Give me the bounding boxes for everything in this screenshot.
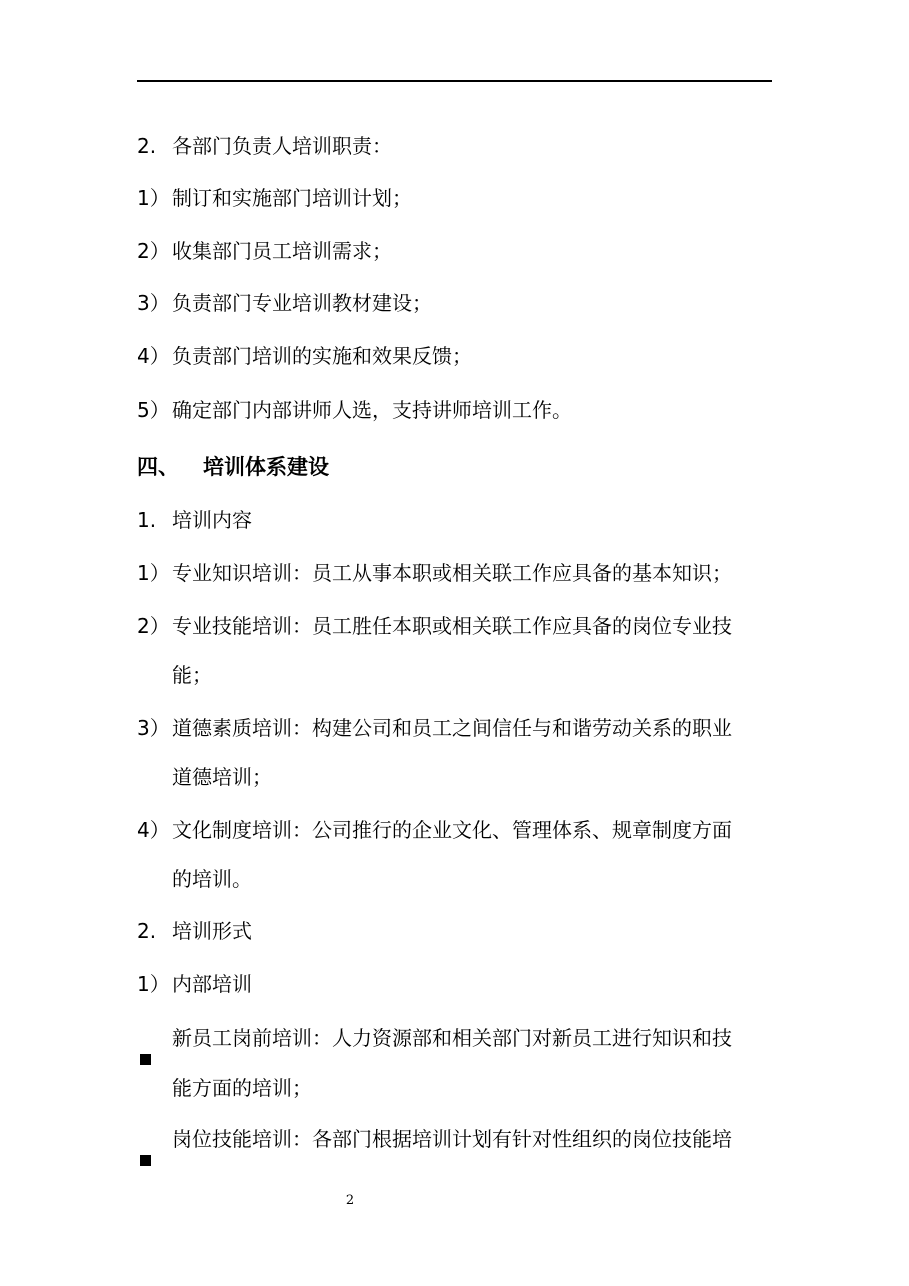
list-marker: 1） [137,561,170,585]
list-marker: 2） [137,614,170,638]
list-marker: 3） [137,716,170,740]
list-item-text: 内部培训 [172,972,252,996]
list-item-text: 专业知识培训：员工从事本职或相关联工作应具备的基本知识； [172,561,732,585]
list-item [137,612,732,640]
list-item-text: 负责部门专业培训教材建设； [172,291,432,315]
list-item-text: 各部门负责人培训职责： [172,134,392,158]
list-item-text: 道德培训； [172,765,272,789]
list-item-text: 收集部门员工培训需求； [172,239,392,263]
page-number: 2 [345,1193,355,1208]
list-item [137,714,732,742]
list-item-text: 专业技能培训：员工胜任本职或相关联工作应具备的岗位专业技 [172,614,732,638]
list-marker: 1. [137,508,157,532]
list-marker: 2. [137,134,157,158]
bullet-item-text: 能方面的培训； [172,1076,312,1100]
list-item-continuation [172,661,212,689]
list-item [137,559,732,587]
list-item-text: 培训形式 [172,919,252,943]
list-item [137,184,412,212]
list-marker: 4） [137,818,170,842]
list-marker: 1） [137,972,170,996]
section-heading-title: 培训体系建设 [203,455,329,479]
list-item-text: 培训内容 [172,508,252,532]
list-item-text: 负责部门培训的实施和效果反馈； [172,344,472,368]
bullet-item-continuation [172,1074,312,1102]
list-item-text: 的培训。 [172,867,252,891]
list-marker: 3） [137,291,170,315]
list-marker: 2. [137,919,157,943]
section-heading-number: 四、 [137,455,179,479]
list-item [137,816,732,844]
list-item-text: 能； [172,663,212,687]
list-item [137,970,252,998]
list-item-continuation [172,763,272,791]
bullet-item-text: 新员工岗前培训：人力资源部和相关部门对新员工进行知识和技 [172,1026,732,1050]
list-item-continuation [172,865,252,893]
list-marker: 4） [137,344,170,368]
bullet-item [137,1024,732,1052]
list-item [137,506,252,534]
list-marker: 1） [137,186,170,210]
list-item-text: 制订和实施部门培训计划； [172,186,412,210]
list-item [137,917,252,945]
list-item-text: 文化制度培训：公司推行的企业文化、管理体系、规章制度方面 [172,818,732,842]
header-rule [137,80,772,82]
bullet-item-text: 岗位技能培训：各部门根据培训计划有针对性组织的岗位技能培 [172,1127,732,1151]
section-heading [137,453,329,481]
list-marker: 2） [137,239,170,263]
list-item [137,132,392,160]
list-item [137,342,472,370]
list-item [137,237,392,265]
list-item-text: 确定部门内部讲师人选，支持讲师培训工作。 [172,398,572,422]
list-marker: 5） [137,398,170,422]
bullet-item [137,1125,732,1153]
list-item-text: 道德素质培训：构建公司和员工之间信任与和谐劳动关系的职业 [172,716,732,740]
list-item [137,396,572,424]
list-item [137,289,432,317]
